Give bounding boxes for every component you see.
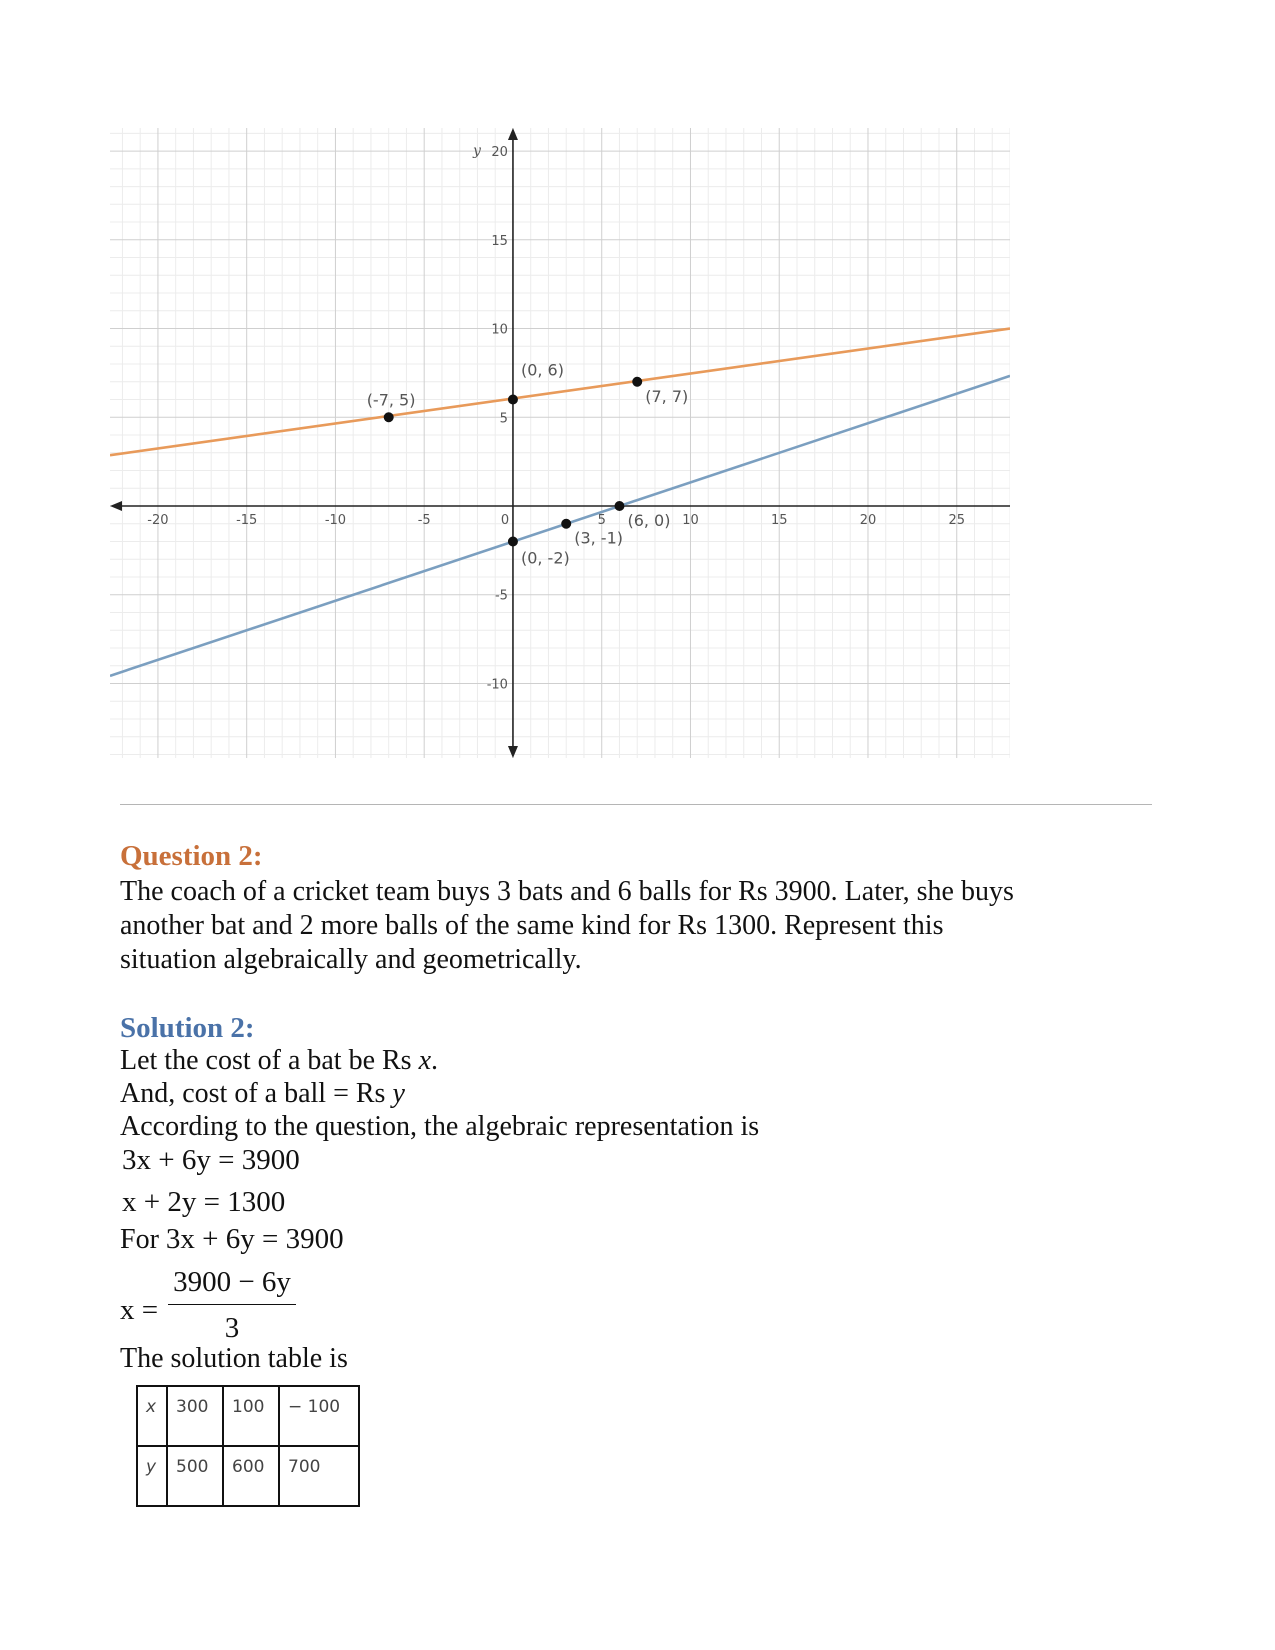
x-tick-label: 25: [948, 513, 966, 528]
table-cell: 700: [279, 1446, 359, 1506]
data-point: [508, 395, 518, 405]
fraction-denominator: 3: [224, 1312, 240, 1344]
for-label: For: [120, 1224, 159, 1255]
x-tick-label: -15: [236, 513, 258, 528]
solution-line-ball: [120, 1078, 405, 1110]
data-point-label: (3, -1): [574, 528, 624, 548]
solution-table: [136, 1385, 360, 1507]
x-tick-label: 10: [682, 513, 699, 528]
fraction-bar: [168, 1304, 296, 1305]
x-tick-label: -10: [324, 513, 347, 528]
data-point-label: (0, 6): [520, 360, 564, 380]
y-axis-arrow-down: [508, 746, 518, 758]
table-intro: The solution table is: [120, 1343, 348, 1374]
solution-line-bat: [120, 1045, 438, 1077]
data-point: [614, 501, 624, 511]
table-cell: − 100: [279, 1386, 359, 1446]
x-tick-label: -20: [147, 513, 169, 528]
bat-variable: x: [418, 1045, 432, 1076]
table-cell: 500: [167, 1446, 223, 1506]
series-line-1: [110, 329, 1010, 456]
data-point: [384, 412, 394, 422]
data-point-label: (6, 0): [627, 511, 671, 530]
ball-variable: y: [392, 1078, 405, 1109]
table-cell: 100: [223, 1386, 279, 1446]
minor-grid: [110, 128, 1010, 758]
data-point: [632, 377, 642, 387]
ball-text: And, cost of a ball = Rs: [120, 1078, 393, 1109]
data-point-label: (-7, 5): [366, 390, 416, 410]
x-tick-label: 20: [859, 513, 877, 528]
fraction-lhs: x =: [120, 1294, 159, 1326]
data-point: [508, 536, 518, 546]
x-tick-label: 0: [500, 513, 510, 528]
y-tick-label: 15: [491, 233, 508, 249]
solution-heading: Solution 2:: [120, 1012, 255, 1044]
table-cell: 600: [223, 1446, 279, 1506]
data-point-label: (7, 7): [645, 386, 689, 406]
question-heading: Question 2:: [120, 840, 263, 872]
for-line: [120, 1223, 344, 1256]
x-axis-arrow: [110, 501, 122, 511]
y-tick-label: 10: [491, 322, 508, 338]
series-lines: [110, 329, 1010, 676]
bat-text: Let the cost of a bat be Rs: [120, 1045, 419, 1076]
section-divider: [120, 804, 1152, 805]
table-row-y: [137, 1446, 359, 1506]
data-point: [561, 519, 571, 529]
fraction-numerator: 3900 − 6y: [173, 1266, 291, 1298]
x-tick-label: 15: [770, 513, 788, 528]
equation-1: 3x + 6y = 3900: [122, 1144, 300, 1176]
y-tick-label: 5: [499, 411, 508, 427]
for-equation: 3x + 6y = 3900: [165, 1223, 344, 1255]
y-tick-label: -10: [486, 677, 508, 693]
equation-2: x + 2y = 1300: [122, 1186, 286, 1218]
table-cell-y-label: y: [137, 1446, 167, 1506]
y-tick-label: 20: [491, 145, 508, 161]
y-axis-arrow-up: [508, 128, 518, 140]
bat-period: .: [431, 1045, 439, 1076]
table-cell-x-label: x: [137, 1386, 167, 1446]
x-tick-label: -5: [417, 513, 431, 528]
solution-line-algebraic: According to the question, the algebraic representation is: [120, 1111, 760, 1142]
data-point-label: (0, -2): [520, 548, 570, 568]
table-cell: 300: [167, 1386, 223, 1446]
table-row-x: [137, 1386, 359, 1446]
y-axis-label: y: [472, 143, 481, 160]
question-text: The coach of a cricket team buys 3 bats and 6 balls for Rs 3900. Later, she buys another bat and 2 more balls of the same kind for Rs 1300. Represent this situation algebraically and geometrically.: [120, 876, 1014, 975]
y-tick-label: -5: [494, 588, 508, 604]
coordinate-graph: [110, 128, 1010, 758]
x-tick-label: 5: [597, 513, 606, 528]
